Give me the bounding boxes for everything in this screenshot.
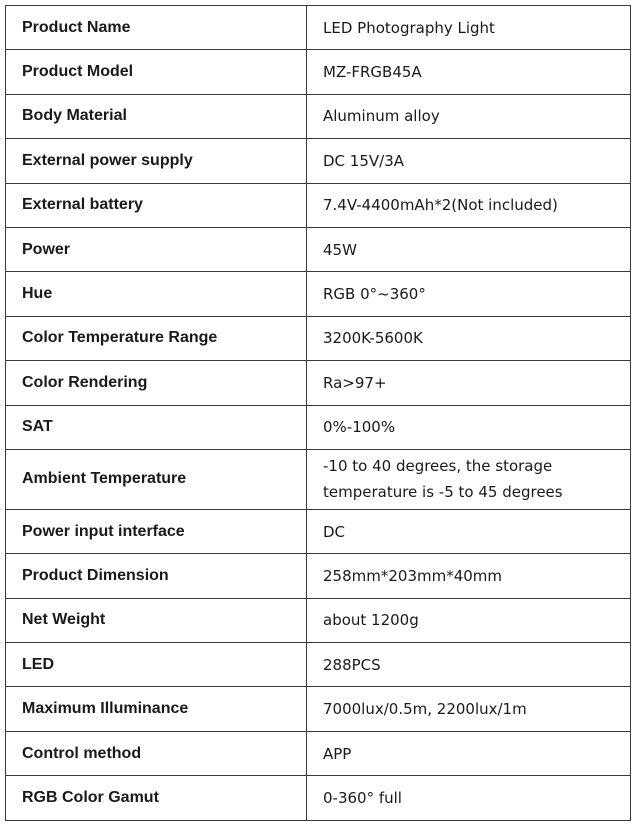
table-row [6, 687, 631, 731]
spec-label: Ambient Temperature [6, 449, 307, 509]
spec-value: 258mm*203mm*40mm [307, 554, 631, 598]
spec-value: 0-360° full [307, 776, 631, 820]
spec-label: LED [6, 643, 307, 687]
spec-value: APP [307, 731, 631, 775]
table-row [6, 94, 631, 138]
spec-value: MZ-FRGB45A [307, 50, 631, 94]
table-row [6, 139, 631, 183]
spec-value: about 1200g [307, 598, 631, 642]
spec-value: RGB 0°~360° [307, 272, 631, 316]
spec-label: External power supply [6, 139, 307, 183]
table-row [6, 598, 631, 642]
spec-label: Control method [6, 731, 307, 775]
spec-label: Hue [6, 272, 307, 316]
table-row [6, 272, 631, 316]
table-row [6, 316, 631, 360]
spec-value: DC [307, 509, 631, 553]
spec-label: Power [6, 227, 307, 271]
spec-label: Product Dimension [6, 554, 307, 598]
spec-value: 288PCS [307, 643, 631, 687]
spec-label: Maximum Illuminance [6, 687, 307, 731]
spec-value: -10 to 40 degrees, the storage temperature is -5 to 45 degrees [307, 449, 631, 509]
table-row [6, 405, 631, 449]
table-row [6, 731, 631, 775]
spec-table [5, 5, 631, 821]
spec-value: 7000lux/0.5m, 2200lux/1m [307, 687, 631, 731]
spec-value: DC 15V/3A [307, 139, 631, 183]
spec-label: Color Rendering [6, 361, 307, 405]
spec-value: Aluminum alloy [307, 94, 631, 138]
spec-label: External battery [6, 183, 307, 227]
spec-label: Product Model [6, 50, 307, 94]
table-row [6, 554, 631, 598]
table-row [6, 449, 631, 509]
spec-value: 45W [307, 227, 631, 271]
table-row [6, 227, 631, 271]
table-row [6, 509, 631, 553]
spec-label: Net Weight [6, 598, 307, 642]
table-row [6, 183, 631, 227]
table-row [6, 6, 631, 50]
spec-label: RGB Color Gamut [6, 776, 307, 820]
spec-value: Ra>97+ [307, 361, 631, 405]
table-row [6, 361, 631, 405]
spec-label: Color Temperature Range [6, 316, 307, 360]
spec-label: Power input interface [6, 509, 307, 553]
spec-value: 3200K-5600K [307, 316, 631, 360]
table-row [6, 776, 631, 820]
spec-value: 0%-100% [307, 405, 631, 449]
spec-value: 7.4V-4400mAh*2(Not included) [307, 183, 631, 227]
spec-value: LED Photography Light [307, 6, 631, 50]
spec-label: Body Material [6, 94, 307, 138]
spec-label: Product Name [6, 6, 307, 50]
spec-label: SAT [6, 405, 307, 449]
table-row [6, 643, 631, 687]
table-row [6, 50, 631, 94]
